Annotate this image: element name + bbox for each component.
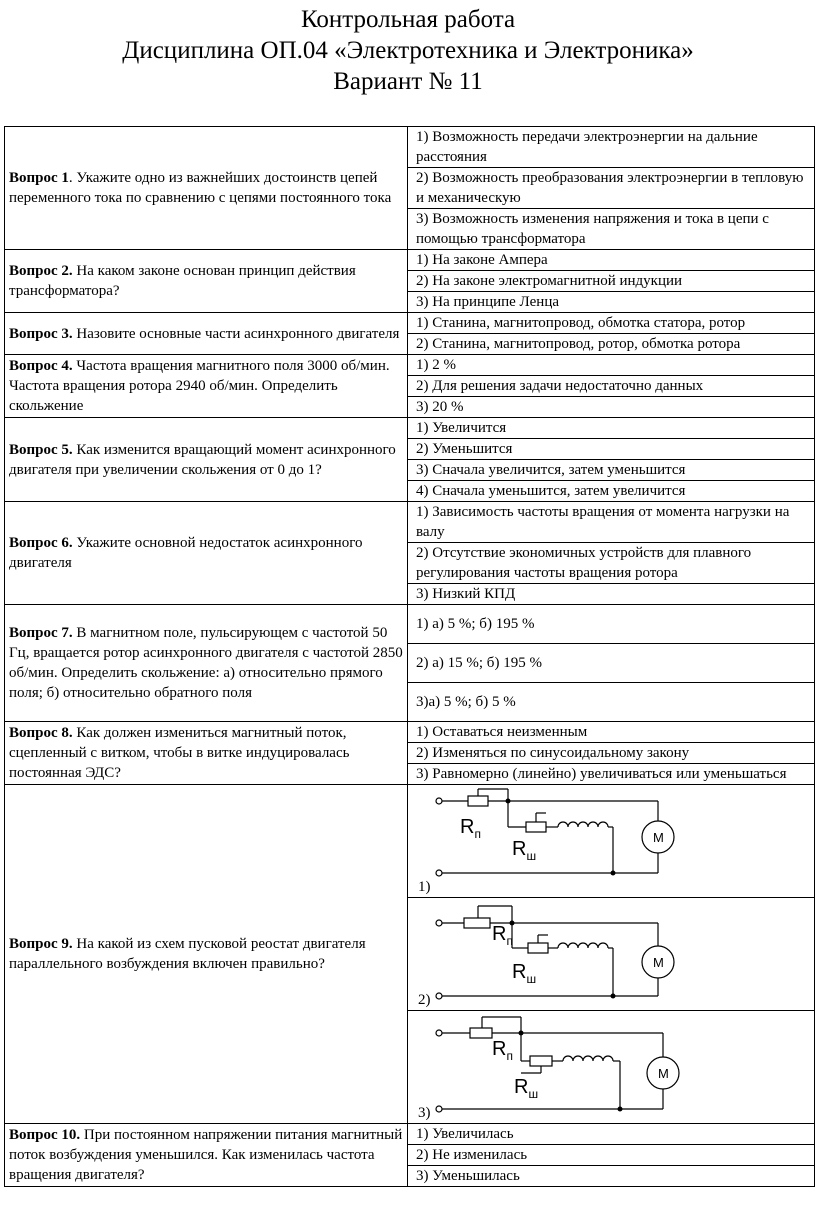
svg-text:Rп: $R_п$ xyxy=(492,1038,513,1063)
question-text: В магнитном поле, пульсирующем с частотой 50 Гц, вращается ротор асинхронного двигателя с частотой 2850 об/мин. Определить скольжение: а) относительно прямого поля; б) относительно обратного поля xyxy=(9,625,403,701)
questions-table xyxy=(4,126,815,1187)
document-header xyxy=(0,0,816,97)
question-label: Вопрос 10. xyxy=(9,1127,81,1143)
question-10 xyxy=(5,1124,408,1187)
answer-option[interactable]: 1) Увеличилась xyxy=(408,1124,815,1145)
answer-option[interactable]: 3) Сначала увеличится, затем уменьшится xyxy=(408,460,815,481)
question-text: На каком законе основан принцип действия трансформатора? xyxy=(9,263,356,299)
answer-option[interactable]: 1) а) 5 %; б) 195 % xyxy=(408,605,815,644)
question-5 xyxy=(5,418,408,502)
scheme-option-2[interactable] xyxy=(408,898,815,1011)
answer-option[interactable]: 2) xyxy=(418,992,431,1008)
answer-option[interactable]: 3) Равномерно (линейно) увеличиваться или уменьшаться xyxy=(408,764,815,785)
question-text: Частота вращения магнитного поля 3000 об/мин. Частота вращения ротора 2940 об/мин. Определить скольжение xyxy=(9,358,390,414)
answer-option[interactable]: 1) Увеличится xyxy=(408,418,815,439)
scheme-option-1[interactable] xyxy=(408,785,815,898)
q9-row-1 xyxy=(5,785,815,898)
doc-discipline: Дисциплина ОП.04 «Электротехника и Электроника» xyxy=(122,37,694,64)
answer-option[interactable]: 1) Зависимость частоты вращения от момента нагрузки на валу xyxy=(408,502,815,543)
answer-option[interactable]: 2) Не изменилась xyxy=(408,1145,815,1166)
q10-row-1 xyxy=(5,1124,815,1145)
answer-option[interactable]: 1) xyxy=(418,879,431,895)
svg-text:М: М xyxy=(653,955,664,970)
svg-text:Rп: $R_п$ xyxy=(460,816,481,841)
question-text: . Укажите одно из важнейших достоинств цепей переменного тока по сравнению с цепями постоянного тока xyxy=(9,170,392,206)
answer-option[interactable]: 1) Возможность передачи электроэнергии на дальние расстояния xyxy=(408,127,815,168)
answer-option[interactable]: 3) xyxy=(418,1105,431,1121)
question-9 xyxy=(5,785,408,1124)
answer-option[interactable]: 1) Оставаться неизменным xyxy=(408,722,815,743)
q4-row-1 xyxy=(5,355,815,376)
answer-option[interactable]: 3) На принципе Ленца xyxy=(408,292,815,313)
answer-option[interactable]: 4) Сначала уменьшится, затем увеличится xyxy=(408,481,815,502)
answer-option[interactable]: 1) На законе Ампера xyxy=(408,250,815,271)
question-7 xyxy=(5,605,408,722)
answer-option[interactable]: 3) 20 % xyxy=(408,397,815,418)
answer-option[interactable]: 2) а) 15 %; б) 195 % xyxy=(408,644,815,683)
answer-option[interactable]: 3)а) 5 %; б) 5 % xyxy=(408,683,815,722)
q6-row-1 xyxy=(5,502,815,543)
answer-option[interactable]: 1) Станина, магнитопровод, обмотка статора, ротор xyxy=(408,313,815,334)
q7-row-1 xyxy=(5,605,815,644)
question-label: Вопрос 2. xyxy=(9,263,73,279)
question-text: Назовите основные части асинхронного двигателя xyxy=(72,325,400,342)
question-label: Вопрос 6. xyxy=(9,535,73,551)
answer-option[interactable]: 2) Возможность преобразования электроэнергии в тепловую и механическую xyxy=(408,168,815,209)
svg-text:М: М xyxy=(653,830,664,845)
circuit-scheme-1 xyxy=(408,785,816,898)
answer-option[interactable]: 2) Уменьшится xyxy=(408,439,815,460)
question-label: Вопрос 1 xyxy=(9,170,69,186)
circuit-scheme-2 xyxy=(408,898,816,1011)
q3-row-1 xyxy=(5,313,815,334)
answer-option[interactable]: 2) На законе электромагнитной индукции xyxy=(408,271,815,292)
svg-text:Rп: $R_п$ xyxy=(492,923,513,948)
svg-text:Rш: $R_ш$ xyxy=(514,1076,539,1101)
question-text: Как изменится вращающий момент асинхронного двигателя при увеличении скольжения от 0 до 1? xyxy=(9,441,396,478)
answer-option[interactable]: 3) Низкий КПД xyxy=(408,584,815,605)
doc-title: Контрольная работа xyxy=(300,6,516,33)
question-label: Вопрос 5. xyxy=(9,441,73,458)
question-1 xyxy=(5,127,408,250)
answer-option[interactable]: 2) Станина, магнитопровод, ротор, обмотка ротора xyxy=(408,334,815,355)
svg-text:Rш: $R_ш$ xyxy=(512,961,537,986)
doc-variant: Вариант № 11 xyxy=(333,68,483,95)
q5-row-1 xyxy=(5,418,815,439)
question-text: При постоянном напряжении питания магнитный поток возбуждения уменьшился. Как изменилась частота вращения двигателя? xyxy=(9,1127,403,1183)
question-3 xyxy=(5,313,408,355)
q2-row-1 xyxy=(5,250,815,271)
answer-option[interactable]: 3) Возможность изменения напряжения и тока в цепи с помощью трансформатора xyxy=(408,209,815,250)
question-text: Как должен измениться магнитный поток, сцепленный с витком, чтобы в витке индуцировалась постоянная ЭДС? xyxy=(9,725,350,781)
answer-option[interactable]: 1) 2 % xyxy=(408,355,815,376)
scheme-option-3[interactable] xyxy=(408,1011,815,1124)
question-text: Укажите основной недостаток асинхронного двигателя xyxy=(9,535,363,571)
answer-option[interactable]: 3) Уменьшилась xyxy=(408,1166,815,1187)
question-2 xyxy=(5,250,408,313)
question-label: Вопрос 9. xyxy=(9,936,73,952)
question-text: На какой из схем пусковой реостат двигателя параллельного возбуждения включен правильно? xyxy=(9,936,366,972)
question-4 xyxy=(5,355,408,418)
answer-option[interactable]: 2) Отсутствие экономичных устройств для плавного регулирования частоты вращения ротора xyxy=(408,543,815,584)
question-label: Вопрос 8. xyxy=(9,725,73,741)
question-label: Вопрос 4. xyxy=(9,358,73,374)
circuit-scheme-3 xyxy=(408,1011,816,1124)
svg-text:М: М xyxy=(658,1066,669,1081)
q1-row-1 xyxy=(5,127,815,168)
question-label: Вопрос 3. xyxy=(9,325,73,342)
q8-row-1 xyxy=(5,722,815,743)
answer-option[interactable]: 2) Для решения задачи недостаточно данных xyxy=(408,376,815,397)
svg-text:Rш: $R_ш$ xyxy=(512,838,537,863)
question-6 xyxy=(5,502,408,605)
question-8 xyxy=(5,722,408,785)
answer-option[interactable]: 2) Изменяться по синусоидальному закону xyxy=(408,743,815,764)
question-label: Вопрос 7. xyxy=(9,625,73,641)
